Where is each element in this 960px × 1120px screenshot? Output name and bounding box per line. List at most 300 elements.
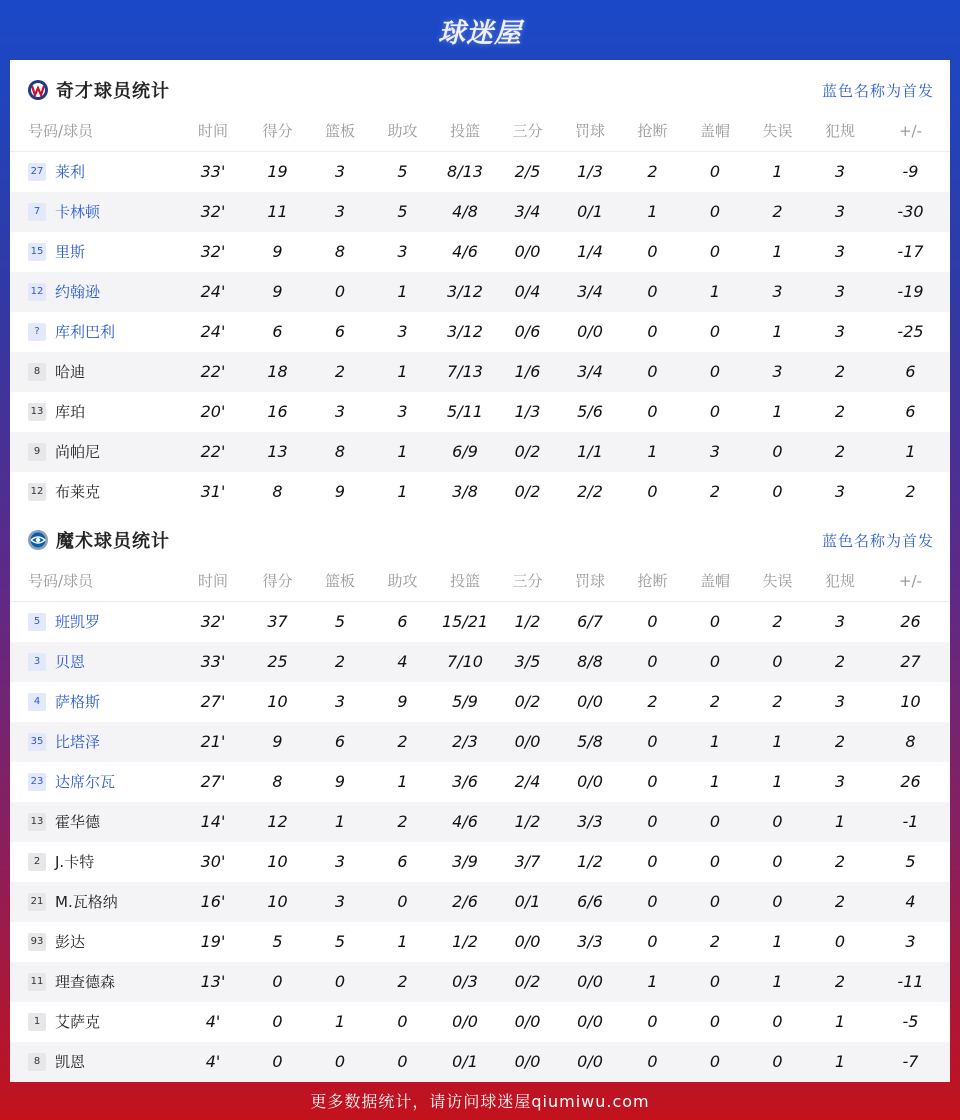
stat-cell: 3/12: [434, 272, 496, 312]
table-row: [10, 802, 950, 842]
stat-cell: 1: [746, 962, 809, 1002]
jersey-number-badge: 2: [28, 853, 46, 871]
stat-cell: 3: [334, 692, 346, 711]
column-header: 犯规: [809, 570, 871, 602]
stat-cell: 1: [621, 962, 684, 1002]
column-header: 盖帽: [684, 570, 746, 602]
stat-cell: 0: [647, 242, 658, 261]
stat-cell: 0: [709, 852, 721, 871]
player-name-link[interactable]: 班凯罗: [55, 613, 101, 632]
stat-cell: 3: [834, 692, 846, 711]
stat-cell: 0: [684, 882, 746, 922]
stat-cell: 0/0: [577, 1012, 603, 1031]
stat-cell: 11: [246, 192, 309, 232]
stat-cell: 22': [180, 432, 246, 472]
column-header: 犯规: [809, 120, 871, 152]
stat-cell: 0/0: [452, 1012, 478, 1031]
stat-cell: 0: [709, 1012, 721, 1031]
stat-cell: 0: [684, 642, 746, 682]
stat-cell: 3: [309, 192, 371, 232]
stat-cell: 1: [621, 192, 684, 232]
player-name-link[interactable]: 尚帕尼: [55, 443, 101, 461]
stat-cell: 19: [267, 162, 288, 182]
player-name-link[interactable]: 达席尔瓦: [55, 773, 116, 791]
stat-cell: 6/6: [559, 882, 621, 922]
stat-cell: 3: [834, 482, 846, 501]
stat-cell: 7/10: [434, 642, 496, 682]
stat-cell: 0/6: [514, 322, 541, 341]
player-name-link[interactable]: M.瓦格纳: [55, 893, 118, 911]
stat-cell: 3/3: [559, 802, 621, 842]
column-header-player: 号码/球员: [10, 120, 180, 152]
stat-cell: 1/2: [577, 852, 603, 871]
stat-cell: 0/0: [577, 322, 603, 341]
stat-cell: 21': [180, 722, 246, 762]
site-header: [0, 0, 960, 60]
stat-cell: 6: [334, 322, 346, 341]
stat-cell: 18: [246, 352, 309, 392]
stat-cell: 5/8: [559, 722, 621, 762]
table-row: [10, 882, 950, 922]
stat-cell: 6: [272, 322, 283, 341]
table-row: [10, 1042, 950, 1082]
stat-cell: 9: [334, 772, 346, 791]
stat-cell: 1: [684, 272, 746, 312]
player-name-link[interactable]: 凯恩: [55, 1053, 86, 1071]
column-header: 得分: [246, 570, 309, 602]
stat-cell: 2: [809, 642, 871, 682]
stat-cell: -17: [897, 242, 924, 261]
stat-cell: 7/13: [434, 352, 496, 392]
column-header: 助攻: [371, 120, 434, 152]
stat-cell: 1: [334, 1012, 346, 1031]
stat-cell: 4: [871, 882, 950, 922]
column-header: 助攻: [371, 570, 434, 602]
column-header: 投篮: [434, 120, 496, 152]
stat-cell: 1: [709, 772, 721, 791]
stat-cell: 3: [334, 852, 346, 871]
stat-cell: 2/4: [514, 772, 541, 791]
stat-cell: 0/4: [496, 272, 559, 312]
player-cell: [10, 802, 180, 842]
table-row: [10, 432, 950, 472]
stat-cell: 0: [746, 802, 809, 842]
stat-cell: 2: [371, 802, 434, 842]
column-header: 篮板: [309, 120, 371, 152]
stat-cell: 4/6: [452, 242, 478, 261]
column-header: 三分: [496, 570, 559, 602]
jersey-number-badge: 13: [28, 403, 46, 421]
table-row: [10, 642, 950, 682]
jersey-number-badge: 12: [28, 283, 46, 301]
site-footer: [0, 1080, 960, 1120]
stat-cell: 0/2: [496, 962, 559, 1002]
stat-cell: 2: [809, 882, 871, 922]
stat-cell: 9: [334, 482, 346, 501]
stats-card: [10, 60, 950, 1080]
stat-cell: 2: [809, 352, 871, 392]
stat-cell: 3: [834, 772, 846, 791]
stat-cell: 30': [200, 852, 226, 871]
table-header-row: [10, 570, 950, 602]
stat-cell: 32': [200, 242, 226, 261]
player-cell: [10, 472, 180, 512]
player-name-link[interactable]: 库珀: [55, 403, 86, 421]
stat-cell: 0: [246, 962, 309, 1002]
stat-cell: 1: [772, 932, 783, 951]
stat-cell: 0: [684, 1042, 746, 1082]
stat-cell: 1: [397, 482, 408, 501]
stat-cell: 10: [267, 692, 288, 711]
stat-cell: 5: [334, 932, 346, 951]
jersey-number-badge: 4: [28, 693, 46, 711]
stat-cell: 1: [397, 772, 408, 791]
player-name-link[interactable]: 霍华德: [55, 813, 101, 831]
stat-cell: 5: [905, 852, 916, 871]
stat-cell: 0/2: [496, 432, 559, 472]
stat-cell: 32': [200, 612, 226, 632]
stat-cell: 0: [647, 932, 658, 951]
stat-cell: 0/0: [577, 772, 603, 791]
stat-cell: 2/6: [434, 882, 496, 922]
stat-cell: 1: [772, 242, 783, 261]
stat-cell: 13': [180, 962, 246, 1002]
stat-cell: 0/0: [559, 1042, 621, 1082]
stat-cell: 2: [834, 852, 846, 871]
stat-cell: 0: [772, 482, 783, 501]
stat-cell: 0/0: [514, 242, 541, 261]
stat-cell: 0: [647, 852, 658, 871]
column-header: 时间: [180, 120, 246, 152]
stat-cell: 6: [905, 402, 916, 421]
stat-cell: 4': [180, 1042, 246, 1082]
stat-cell: 0: [309, 272, 371, 312]
player-name-link[interactable]: 彭达: [55, 933, 86, 951]
column-header: 盖帽: [684, 120, 746, 152]
player-cell: [10, 842, 180, 882]
stat-cell: 27': [200, 692, 226, 711]
stat-cell: 1: [309, 802, 371, 842]
jersey-number-badge: 93: [28, 933, 46, 951]
stat-cell: 9: [272, 242, 283, 261]
column-header: 投篮: [434, 570, 496, 602]
stat-cell: 2: [809, 722, 871, 762]
stat-cell: 0: [772, 1012, 783, 1031]
stat-cell: 3/7: [514, 852, 541, 871]
stat-cell: 0/0: [496, 1042, 559, 1082]
stat-cell: 1: [772, 402, 783, 421]
stat-cell: 0: [621, 722, 684, 762]
stat-cell: 26: [900, 772, 921, 791]
stat-cell: 3: [834, 162, 846, 182]
player-cell: [10, 642, 180, 682]
stat-cell: 3/9: [452, 852, 478, 871]
stat-cell: 2: [647, 162, 658, 182]
player-name-link[interactable]: 约翰逊: [55, 283, 101, 301]
stat-cell: 1/1: [559, 432, 621, 472]
player-cell: [10, 602, 180, 642]
stat-cell: 15/21: [441, 612, 489, 632]
table-row: [10, 232, 950, 272]
stat-cell: 0/1: [434, 1042, 496, 1082]
stat-cell: 3: [397, 322, 408, 341]
stat-cell: 4/6: [434, 802, 496, 842]
stat-cell: 1: [371, 272, 434, 312]
stat-cell: 5: [272, 932, 283, 951]
jersey-number-badge: 35: [28, 733, 46, 751]
team-title: 奇才球员统计: [56, 81, 170, 102]
stat-cell: 0: [746, 882, 809, 922]
player-cell: [10, 1042, 180, 1082]
stat-cell: 0: [709, 162, 721, 182]
stat-cell: 1: [809, 1042, 871, 1082]
stat-cell: 3/4: [559, 352, 621, 392]
player-cell: [10, 352, 180, 392]
stat-cell: 1: [397, 932, 408, 951]
jersey-number-badge: 9: [28, 443, 46, 461]
jersey-number-badge: 8: [28, 1053, 46, 1071]
stat-cell: 0: [684, 962, 746, 1002]
jersey-number-badge: 8: [28, 363, 46, 381]
player-cell: [10, 882, 180, 922]
stat-cell: 3: [746, 272, 809, 312]
player-stats-table: [10, 570, 950, 1082]
player-name-link[interactable]: 哈迪: [55, 363, 86, 381]
team-title: 魔术球员统计: [56, 531, 170, 552]
stat-cell: 9: [246, 722, 309, 762]
stat-cell: 3: [834, 242, 846, 261]
stat-cell: 32': [180, 192, 246, 232]
jersey-number-badge: 21: [28, 893, 46, 911]
column-header: +/-: [871, 570, 950, 602]
wizards-logo-icon: [28, 80, 48, 100]
player-cell: [10, 1002, 180, 1042]
stat-cell: 37: [267, 612, 288, 632]
column-header-player: 号码/球员: [10, 570, 180, 602]
stat-cell: 0: [746, 1042, 809, 1082]
stat-cell: 0: [746, 432, 809, 472]
stat-cell: 3/4: [559, 272, 621, 312]
stat-cell: 2: [371, 722, 434, 762]
jersey-number-badge: 27: [28, 163, 46, 181]
player-name-link[interactable]: 理查德森: [55, 973, 116, 991]
team-header: [10, 60, 950, 120]
stat-cell: 0: [272, 1012, 283, 1031]
stat-cell: 8/13: [447, 162, 483, 182]
player-name-link[interactable]: 莱利: [55, 163, 86, 182]
stat-cell: 3: [684, 432, 746, 472]
stat-cell: 10: [900, 692, 921, 711]
stat-cell: 1/3: [514, 402, 541, 421]
stat-cell: 6/7: [577, 612, 603, 632]
team-section-wizards: [10, 60, 950, 512]
table-row: [10, 152, 950, 192]
player-cell: [10, 722, 180, 762]
stat-cell: 1: [871, 432, 950, 472]
stat-cell: 3: [834, 322, 846, 341]
stat-cell: 0/0: [559, 962, 621, 1002]
stat-cell: 3: [334, 162, 346, 182]
stat-cell: 2: [371, 962, 434, 1002]
table-row: [10, 842, 950, 882]
stat-cell: 5: [397, 162, 408, 182]
stat-cell: 19': [200, 932, 226, 951]
player-cell: [10, 922, 180, 962]
stat-cell: 25: [246, 642, 309, 682]
table-row: [10, 762, 950, 802]
stat-cell: 3/5: [496, 642, 559, 682]
stat-cell: 1/2: [514, 612, 541, 632]
jersey-number-badge: 7: [28, 203, 46, 221]
stat-cell: 33': [200, 162, 226, 182]
stat-cell: 8: [309, 432, 371, 472]
player-cell: [10, 682, 180, 722]
stat-cell: 2: [905, 482, 916, 501]
stat-cell: 2: [709, 482, 721, 501]
stat-cell: -1: [871, 802, 950, 842]
stat-cell: 24': [180, 272, 246, 312]
stat-cell: 10: [246, 882, 309, 922]
stat-cell: 0: [709, 612, 721, 632]
player-cell: [10, 152, 180, 192]
player-cell: [10, 432, 180, 472]
stat-cell: 2: [772, 692, 783, 711]
stat-cell: 0: [309, 962, 371, 1002]
table-row: [10, 272, 950, 312]
stat-cell: 2: [809, 432, 871, 472]
column-header: 失误: [746, 570, 809, 602]
stat-cell: 26: [900, 612, 921, 632]
stat-cell: 0: [834, 932, 846, 951]
stat-cell: 0: [246, 1042, 309, 1082]
player-name-link[interactable]: J.卡特: [55, 853, 95, 871]
stat-cell: 0/0: [514, 1012, 541, 1031]
table-row: [10, 602, 950, 642]
stat-cell: 3: [809, 192, 871, 232]
stat-cell: 31': [200, 482, 226, 501]
stat-cell: 0/0: [496, 722, 559, 762]
stat-cell: 6: [397, 612, 408, 632]
column-header: 罚球: [559, 120, 621, 152]
player-name-link[interactable]: 库利巴利: [55, 323, 116, 341]
stat-cell: 27: [871, 642, 950, 682]
stat-cell: 1: [772, 772, 783, 791]
table-row: [10, 722, 950, 762]
stat-cell: 1: [809, 802, 871, 842]
player-name-link[interactable]: 比塔泽: [55, 733, 101, 751]
site-logo[interactable]: 球迷屋: [438, 17, 522, 49]
stat-cell: 2/5: [514, 162, 541, 182]
stat-cell: 0: [397, 1012, 408, 1031]
player-name-link[interactable]: 萨格斯: [55, 693, 101, 711]
player-stats-table: [10, 120, 950, 512]
stat-cell: 22': [180, 352, 246, 392]
stat-cell: 6: [397, 852, 408, 871]
stat-cell: 3: [397, 402, 408, 421]
stat-cell: 0: [647, 612, 658, 632]
stat-cell: 3/6: [452, 772, 478, 791]
stat-cell: 16: [267, 402, 288, 421]
stat-cell: 2: [309, 642, 371, 682]
stat-cell: 1: [772, 322, 783, 341]
stat-cell: 4/8: [434, 192, 496, 232]
starter-legend: 蓝色名称为首发: [821, 531, 934, 550]
footer-text[interactable]: 更多数据统计，请访问球迷屋qiumiwu.com: [310, 1091, 650, 1111]
stat-cell: 0: [621, 642, 684, 682]
jersey-number-badge: 5: [28, 613, 46, 631]
stat-cell: 1: [834, 1012, 846, 1031]
stat-cell: 0: [621, 802, 684, 842]
stat-cell: 5/9: [452, 692, 478, 711]
player-cell: [10, 312, 180, 352]
stat-cell: 0: [709, 322, 721, 341]
stat-cell: 2: [809, 962, 871, 1002]
stat-cell: 0: [684, 352, 746, 392]
stat-cell: 0: [621, 352, 684, 392]
player-name-link[interactable]: 卡林顿: [55, 203, 101, 221]
player-cell: [10, 272, 180, 312]
stat-cell: 2/2: [577, 482, 603, 501]
jersey-number-badge: 12: [28, 483, 46, 501]
stat-cell: 1: [621, 432, 684, 472]
column-header: 得分: [246, 120, 309, 152]
stat-cell: 33': [180, 642, 246, 682]
jersey-number-badge: 13: [28, 813, 46, 831]
column-header: 抢断: [621, 570, 684, 602]
stat-cell: 8: [272, 482, 283, 501]
table-row: [10, 392, 950, 432]
column-header: 时间: [180, 570, 246, 602]
jersey-number-badge: 3: [28, 653, 46, 671]
column-header: 罚球: [559, 570, 621, 602]
stat-cell: 1/2: [452, 932, 478, 951]
stat-cell: 27': [200, 772, 226, 791]
table-row: [10, 922, 950, 962]
stat-cell: 5/11: [447, 402, 483, 421]
player-cell: [10, 232, 180, 272]
player-name-link[interactable]: 艾萨克: [55, 1013, 101, 1031]
jersey-number-badge: 1: [28, 1013, 46, 1031]
stat-cell: -7: [871, 1042, 950, 1082]
stat-cell: 6: [309, 722, 371, 762]
player-name-link[interactable]: 里斯: [55, 243, 86, 261]
column-header: 失误: [746, 120, 809, 152]
player-cell: [10, 392, 180, 432]
stat-cell: 1/4: [577, 242, 603, 261]
stat-cell: 3: [397, 242, 408, 261]
stat-cell: 2: [834, 402, 846, 421]
stat-cell: 0/3: [434, 962, 496, 1002]
stat-cell: 0: [621, 1042, 684, 1082]
stat-cell: 2/3: [434, 722, 496, 762]
stat-cell: 3: [809, 272, 871, 312]
stat-cell: 0: [772, 852, 783, 871]
stat-cell: -19: [871, 272, 950, 312]
stat-cell: 6: [871, 352, 950, 392]
stat-cell: 3/8: [452, 482, 478, 501]
jersey-number-badge: 15: [28, 243, 46, 261]
player-name-link[interactable]: 贝恩: [55, 653, 86, 671]
stat-cell: 0/0: [514, 932, 541, 951]
column-header: 三分: [496, 120, 559, 152]
stat-cell: -30: [871, 192, 950, 232]
stat-cell: 8: [334, 242, 346, 261]
stat-cell: 0: [647, 482, 658, 501]
team-header: [10, 510, 950, 570]
player-name-link[interactable]: 布莱克: [55, 483, 101, 501]
table-row: [10, 962, 950, 1002]
stat-cell: 3/3: [577, 932, 603, 951]
